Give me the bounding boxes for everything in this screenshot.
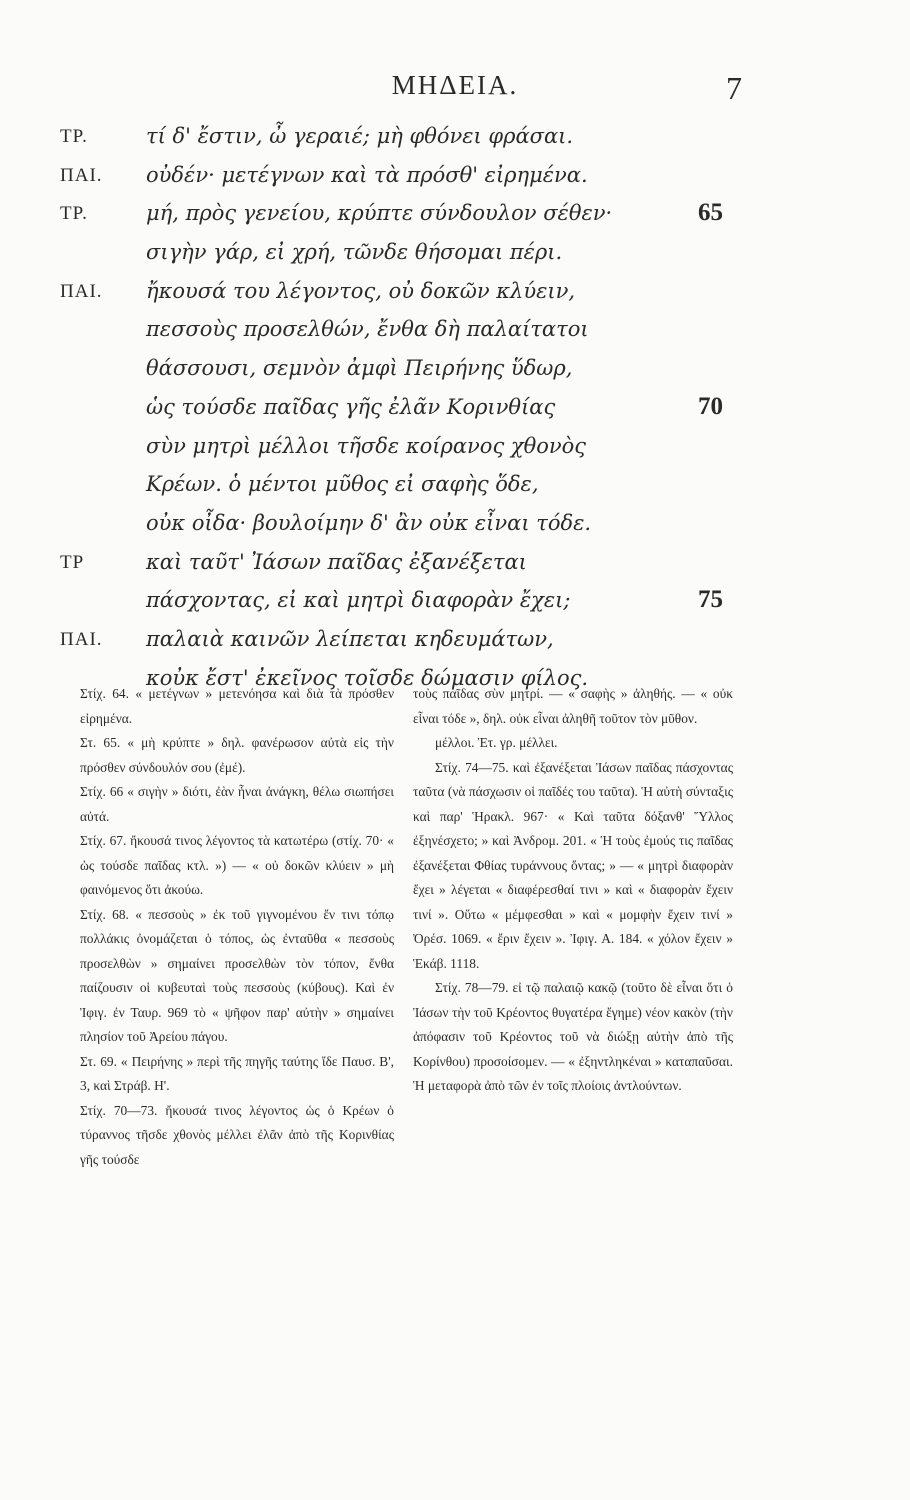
verse-text: τί δ' ἔστιν, ὦ γεραιέ; μὴ φθόνει φράσαι. <box>146 124 574 148</box>
verse-text: πάσχοντας, εἰ καὶ μητρὶ διαφορὰν ἔχει; <box>146 588 571 613</box>
verse-line <box>0 197 910 236</box>
footnote: τοὺς παῖδας σὺν μητρί. — « σαφὴς » ἀληθής. — « οὐκ εἶναι τόδε », δηλ. οὐκ εἶναι ἀληθῆ τοῦτον τὸν μῦθον. <box>413 686 733 726</box>
running-title: ΜΗΔΕΙΑ. <box>391 70 519 100</box>
footnote: Στίχ. 64. « μετέγνων » μετενόησα καὶ διὰ τὰ πρόσθεν εἰρημένα. <box>80 686 394 726</box>
verse-text: οὐκ οἶδα· βουλοίμην δ' ἂν οὐκ εἶναι τόδε. <box>146 510 592 535</box>
footnote: Στίχ. 67. ἤκουσά τινος λέγοντος τὰ κατωτέρω (στίχ. 70· « ὡς τούσδε παῖδας κτλ. ») — « οὐ δοκῶν κλύειν » μὴ φαινόμενος ὅτι ἀκούω. <box>80 833 394 897</box>
verse-text: σιγὴν γάρ, εἰ χρή, τῶνδε θήσομαι πέρι. <box>146 240 563 265</box>
verse-line <box>0 391 910 430</box>
verse-text: θάσσουσι, σεμνὸν ἀμφὶ Πειρήνης ὕδωρ, <box>146 356 573 381</box>
footnote: Στίχ. 74—75. καὶ ἐξανέξεται Ἰάσων παῖδας πάσχοντας ταῦτα (νὰ πάσχωσιν οἱ παῖδές του ταῦτα). Ἡ αὐτὴ σύνταξις καὶ παρ' Ἡρακλ. 967· « Καὶ ταῦτα δόξανθ' Ὕλλος ἐξηνέσχετο; » καὶ Ἀνδρομ. 201. « Ἡ τοὺς ἐμούς τις παῖδας ἐξανέξεται Φθίας τυράννους ὄντας; » — « μητρὶ διαφορὰν ἔχει » λέγεται « διαφέρεσθαί τινι » καὶ « διαφορὰν ἔχειν τινί ». Οὕτω « μέμφεσθαι » καὶ « μομφὴν ἔχειν τινί » Ὀρέσ. 1069. « ἔριν ἔχειν ». Ἰφιγ. Α. 184. « χόλον ἔχειν » Ἑκάβ. 1118. <box>413 759 733 971</box>
verse-line <box>0 546 910 585</box>
verse-line <box>0 313 910 352</box>
verse-line <box>0 120 910 159</box>
verse-text: κοὐκ ἔστ' ἐκεῖνος τοῖσδε δώμασιν φίλος. <box>146 665 589 690</box>
verse-line <box>0 352 910 391</box>
line-number: 65 <box>698 199 723 227</box>
verse-text: πεσσοὺς προσελθών, ἔνθα δὴ παλαίτατοι <box>146 317 589 342</box>
speaker-label: ΤΡ. <box>60 126 88 147</box>
verse-line <box>0 159 910 198</box>
line-number: 75 <box>698 586 723 614</box>
verse-text: καὶ ταῦτ' Ἰάσων παῖδας ἐξανέξεται <box>146 549 527 574</box>
verse-line <box>0 507 910 546</box>
verse-line <box>0 275 910 314</box>
verse-text: Κρέων. ὁ μέντοι μῦθος εἰ σαφὴς ὅδε, <box>146 472 539 497</box>
footnotes-right-column <box>413 682 733 1099</box>
footnote: Στ. 69. « Πειρήνης » περὶ τῆς πηγῆς ταύτης ἴδε Παυσ. Β', 3, καὶ Στράβ. Η'. <box>80 1053 394 1093</box>
verse-text: μή, πρὸς γενείου, κρύπτε σύνδουλον σέθεν· <box>146 201 613 226</box>
footnote: Στίχ. 66 « σιγὴν » διότι, ἐὰν ἦναι ἀνάγκη, θέλω σιωπήσει αὐτά. <box>80 784 394 824</box>
speaker-label: ΠΑΙ. <box>60 280 103 302</box>
verse-text: παλαιὰ καινῶν λείπεται κηδευμάτων, <box>146 626 554 651</box>
footnote: Στ. 65. « μὴ κρύπτε » δηλ. φανέρωσον αὐτὰ εἰς τὴν πρόσθεν σύνδουλόν σου (ἐμέ). <box>80 735 394 775</box>
verse-text: οὐδέν· μετέγνων καὶ τὰ πρόσθ' εἰρημένα. <box>146 162 588 187</box>
footnote: Στίχ. 70—73. ἤκουσά τινος λέγοντος ὡς ὁ Κρέων ὁ τύραννος τῆσδε χθονὸς μέλλει ἐλᾶν ἀπὸ τῆς Κορινθίας γῆς τούσδε <box>80 1102 394 1167</box>
verse-text: ἤκουσά του λέγοντος, οὐ δοκῶν κλύειν, <box>146 278 576 303</box>
speaker-label: ΤΡ <box>60 551 85 573</box>
verse-text: ὡς τούσδε παῖδας γῆς ἐλᾶν Κορινθίας <box>146 394 556 419</box>
verse-text: σὺν μητρὶ μέλλοι τῆσδε κοίρανος χθονὸς <box>146 433 587 458</box>
speaker-label: ΤΡ. <box>60 203 88 225</box>
footnote: Στίχ. 68. « πεσσοὺς » ἐκ τοῦ γιγνομένου ἔν τινι τόπῳ πολλάκις ὀνομάζεται ὁ τόπος, ὡς ἐνταῦθα « πεσσοὺς προσελθὼν » σημαίνει προσελθὼν τὸν τόπον, ἔνθα παίζουσιν οἱ κυβευταὶ τοὺς πεσσοὺς (κύβους). Καὶ ἐν Ἰφιγ. ἐν Ταυρ. 969 τὸ « ψῆφον παρ' αὐτὴν » σημαίνει πλησίον τοῦ Ἀρείου πάγου. <box>80 906 394 1044</box>
verse-line <box>0 468 910 507</box>
footnotes-left-column <box>80 682 394 1172</box>
verse-line <box>0 623 910 662</box>
speaker-label: ΠΑΙ. <box>60 628 103 650</box>
line-number: 70 <box>698 392 723 420</box>
verse-line <box>0 584 910 623</box>
footnote: μέλλοι. Ἐτ. γρ. μέλλει. <box>435 735 558 750</box>
verse-line <box>0 430 910 469</box>
verse-line <box>0 236 910 275</box>
speaker-label: ΠΑΙ. <box>60 164 103 186</box>
footnote: Στίχ. 78—79. εἰ τῷ παλαιῷ κακῷ (τοῦτο δὲ εἶναι ὅτι ὁ Ἰάσων τὴν τοῦ Κρέοντος θυγατέρα ἔγημε) νέον κακὸν (τὴν ἀπόφασιν τοῦ Κρέοντος τοῦ νὰ διώξῃ αὐτὴν ἀπὸ τῆς Κορίνθου) προσοίσομεν. — « ἐξηντληκέναι » καταπαῦσαι. Ἡ μεταφορὰ ἀπὸ τῶν ἐν τοῖς πλοίοις ἀντλούντων. <box>413 980 733 1093</box>
page-number: 7 <box>726 70 742 106</box>
verse-block <box>0 120 910 700</box>
